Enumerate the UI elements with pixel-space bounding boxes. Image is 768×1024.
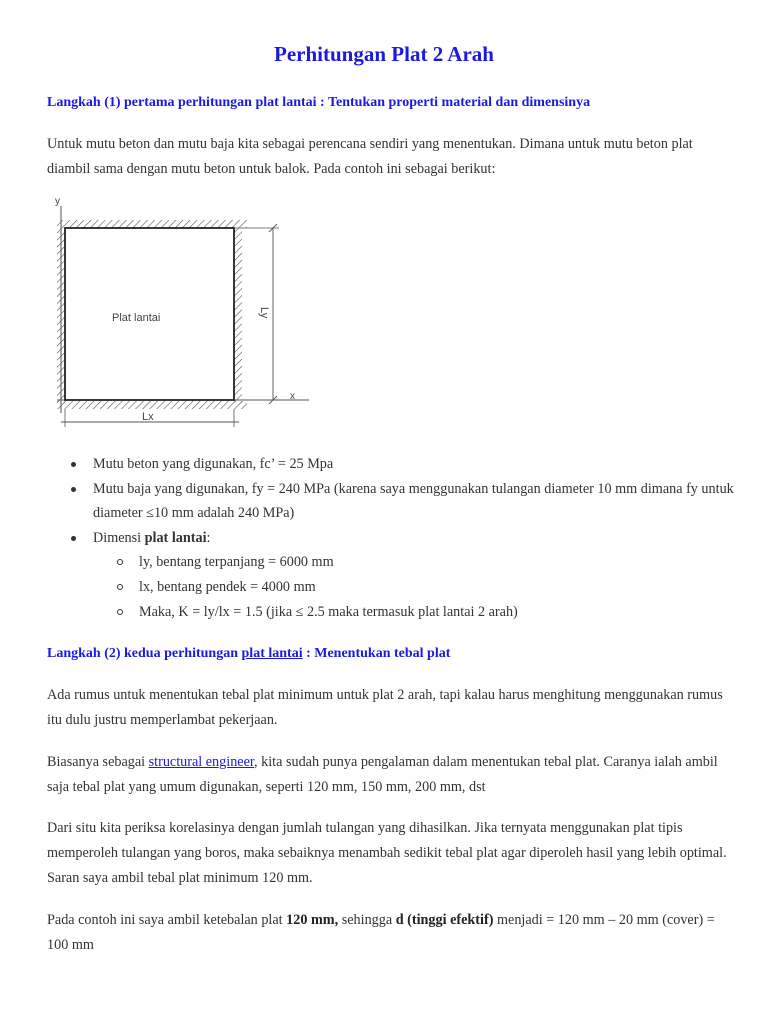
step1-intro-paragraph: Untuk mutu beton dan mutu baja kita sebagai perencana sendiri yang menentukan. Dimana untuk mutu beton plat diambil sama dengan mutu beton untuk balok. Pada contoh ini sebagai berikut: bbox=[47, 136, 693, 177]
step2-paragraph-4 bbox=[47, 908, 727, 958]
step1-heading: Langkah (1) pertama perhitungan plat lantai : Tentukan properti material dan dimensinya bbox=[47, 95, 591, 110]
para4-a: Pada contoh ini saya ambil ketebalan plat bbox=[47, 912, 287, 928]
step2-paragraph-3: Dari situ kita periksa korelasinya dengan jumlah tulangan yang dihasilkan. Jika ternyata menggunakan plat tipis memperoleh tulangan yang boros, maka sebaiknya menambah sedikit tebal plat agar diperoleh hasil yang lebih optimal. Saran saya ambil tebal plat minimum 120 mm. bbox=[47, 820, 727, 886]
list-item bbox=[93, 477, 768, 526]
list-item bbox=[93, 452, 768, 477]
x-axis-label: x bbox=[290, 391, 295, 402]
list-item bbox=[93, 526, 768, 624]
ly-span-text: ly, bentang terpanjang = 6000 mm bbox=[139, 554, 334, 571]
para4-c: sehingga bbox=[338, 912, 396, 928]
lx-span-text: lx, bentang pendek = 4000 mm bbox=[139, 578, 316, 595]
step2-paragraph-1: Ada rumus untuk menentukan tebal plat minimum untuk plat 2 arah, tapi kalau harus menghitung menggunakan rumus itu dulu justru memperlambat pekerjaan. bbox=[47, 687, 723, 728]
ly-label: Ly bbox=[258, 307, 270, 319]
material-properties-list bbox=[47, 452, 768, 624]
dimension-suffix: : bbox=[206, 529, 211, 546]
dimension-sublist bbox=[93, 550, 768, 624]
y-axis-label: y bbox=[55, 196, 60, 207]
list-item bbox=[139, 600, 768, 625]
plate-diagram bbox=[47, 193, 317, 428]
dimension-bold: plat lantai bbox=[144, 529, 207, 546]
list-item bbox=[139, 575, 768, 600]
right-support-hatch bbox=[234, 228, 242, 403]
step2-heading-prefix: Langkah (2) kedua perhitungan bbox=[47, 646, 242, 661]
para2-prefix: Biasanya sebagai bbox=[47, 754, 149, 770]
plat-lantai-link[interactable]: plat lantai bbox=[241, 646, 303, 661]
step2-paragraph-2 bbox=[47, 750, 727, 800]
para4-effective-depth: d (tinggi efektif) bbox=[395, 912, 494, 928]
list-item bbox=[139, 550, 768, 575]
dimension-prefix: Dimensi bbox=[93, 529, 145, 546]
para4-thickness: 120 mm, bbox=[286, 912, 339, 928]
step2-heading bbox=[47, 646, 450, 662]
lx-label: Lx bbox=[142, 411, 154, 423]
step2-heading-suffix: : Menentukan tebal plat bbox=[302, 646, 451, 661]
bottom-support-hatch bbox=[57, 401, 247, 409]
top-support-hatch bbox=[57, 220, 247, 228]
page-title: Perhitungan Plat 2 Arah bbox=[274, 42, 494, 66]
para2-suffix: , kita sudah punya pengalaman dalam menentukan tebal plat. Caranya ialah ambil saja tebal plat yang umum digunakan, seperti 120 mm, 150 mm, 200 mm, dst bbox=[47, 754, 718, 795]
steel-grade-text: Mutu baja yang digunakan, fy = 240 MPa (karena saya menggunakan tulangan diameter 10 mm dimana fy untuk diameter ≤10 mm adalah 240 MPa) bbox=[93, 480, 734, 522]
ratio-k-text: Maka, K = ly/lx = 1.5 (jika ≤ 2.5 maka termasuk plat lantai 2 arah) bbox=[139, 603, 518, 620]
para4-e: menjadi = 120 mm – 20 mm (cover) = 100 mm bbox=[47, 912, 715, 953]
structural-engineer-link[interactable]: structural engineer bbox=[148, 754, 255, 770]
concrete-grade-text: Mutu beton yang digunakan, fc’ = 25 Mpa bbox=[93, 456, 334, 472]
plate-label: Plat lantai bbox=[112, 312, 161, 324]
